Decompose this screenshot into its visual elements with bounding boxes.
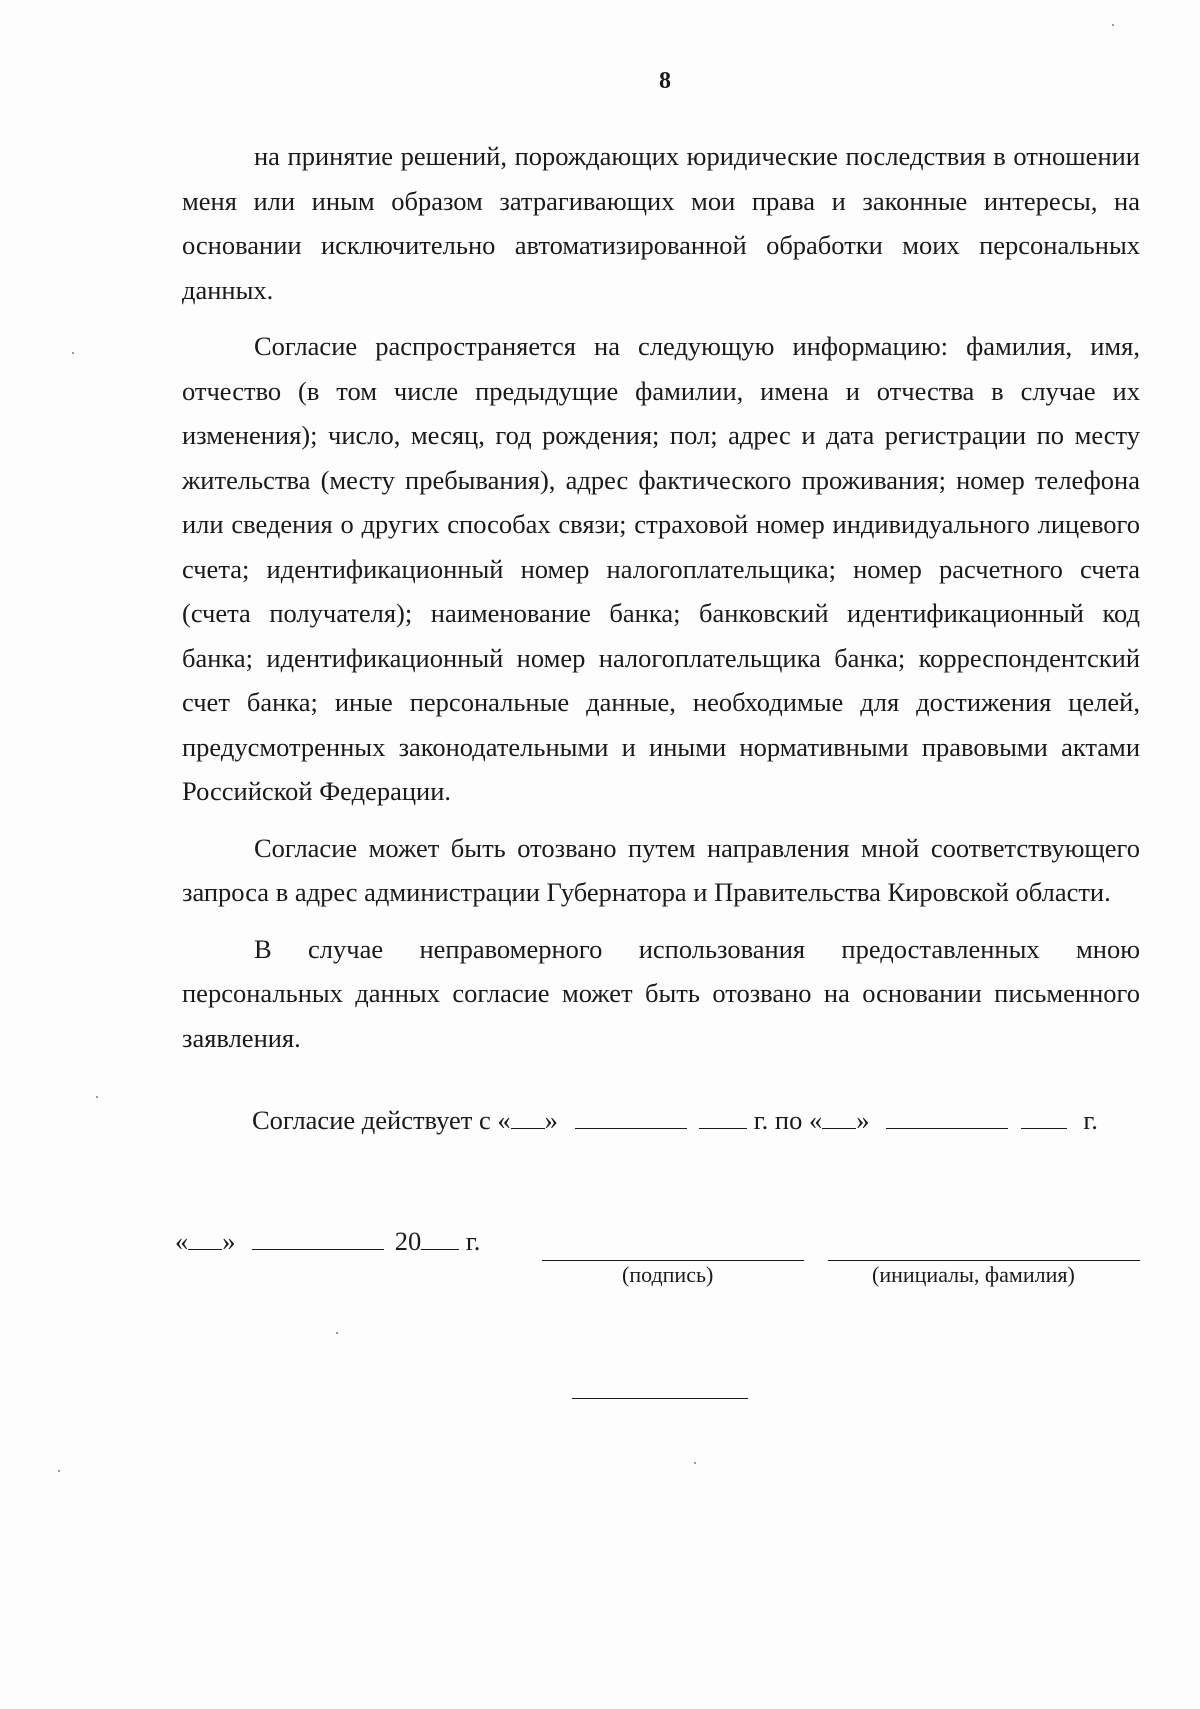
scan-speck	[1112, 24, 1114, 26]
signature-caption: (подпись)	[622, 1262, 714, 1287]
date-quote-close: »	[222, 1226, 236, 1256]
name-caption: (инициалы, фамилия)	[872, 1262, 1075, 1287]
validity-year-suffix-2: г.	[1083, 1105, 1098, 1135]
validity-quote-close-1: »	[544, 1105, 558, 1135]
paragraph-consent-scope: Согласие распространяется на следующую информацию: фамилия, имя, отчество (в том числе предыдущие фамилии, имена и отчества в случае их изменения); число, месяц, год рождения; пол; адрес и дата регистрации по месту жительства (месту пребывания), адрес фактического проживания; номер телефона или сведения о других способах связи; страховой номер индивидуального лицевого счета; идентификационный номер налогоплательщика; номер расчетного счета (счета получателя); наименование банка; банковский идентификационный код банка; идентификационный номер налогоплательщика банка; корреспондентский счет банка; иные персональные данные, необходимые для достижения целей, предусмотренных законодательными и иными нормативными правовыми актами Российской Федерации.	[182, 331, 1140, 806]
signature-year-blank[interactable]	[421, 1227, 459, 1250]
validity-quote-close-2: »	[856, 1105, 870, 1135]
scan-speck	[58, 1470, 60, 1472]
signature-date-line	[175, 1226, 480, 1257]
signature-month-blank[interactable]	[252, 1227, 384, 1250]
end-of-document-rule	[572, 1398, 748, 1399]
paragraph-consent-revocation: Согласие может быть отозвано путем направления мной соответствующего запроса в адрес администрации Губернатора и Правительства Кировской области.	[182, 832, 1140, 907]
validity-end-month-blank[interactable]	[886, 1106, 1008, 1129]
validity-prefix: Согласие действует с «	[252, 1105, 511, 1135]
date-quote-open: «	[175, 1226, 189, 1256]
body-text	[182, 134, 1140, 1072]
validity-start-year-blank[interactable]	[699, 1106, 747, 1129]
validity-start-day-blank[interactable]	[511, 1106, 545, 1129]
name-field-line[interactable]	[828, 1260, 1140, 1261]
page-number: 8	[659, 68, 671, 94]
paragraph-unlawful-use: В случае неправомерного использования предоставленных мною персональных данных согласие может быть отозвано на основании письменного заявления.	[182, 933, 1140, 1053]
signature-year-suffix: г.	[465, 1226, 481, 1256]
paragraph-automated-decisions: на принятие решений, порождающих юридические последствия в отношении меня или иным образом затрагивающих мои права и законные интересы, на основании исключительно автоматизированной обработки моих персональных данных.	[182, 141, 1140, 305]
scan-speck	[72, 352, 74, 354]
scan-speck	[694, 1462, 696, 1464]
consent-validity-line	[252, 1105, 1098, 1136]
validity-year-suffix-1: г. по «	[753, 1105, 823, 1135]
signature-year-prefix: 20	[394, 1226, 422, 1256]
signature-field-line[interactable]	[542, 1260, 804, 1261]
validity-end-year-blank[interactable]	[1021, 1106, 1067, 1129]
signature-day-blank[interactable]	[188, 1227, 222, 1250]
validity-start-month-blank[interactable]	[575, 1106, 687, 1129]
validity-end-day-blank[interactable]	[822, 1106, 856, 1129]
scan-speck	[96, 1096, 98, 1098]
scan-speck	[336, 1332, 338, 1334]
